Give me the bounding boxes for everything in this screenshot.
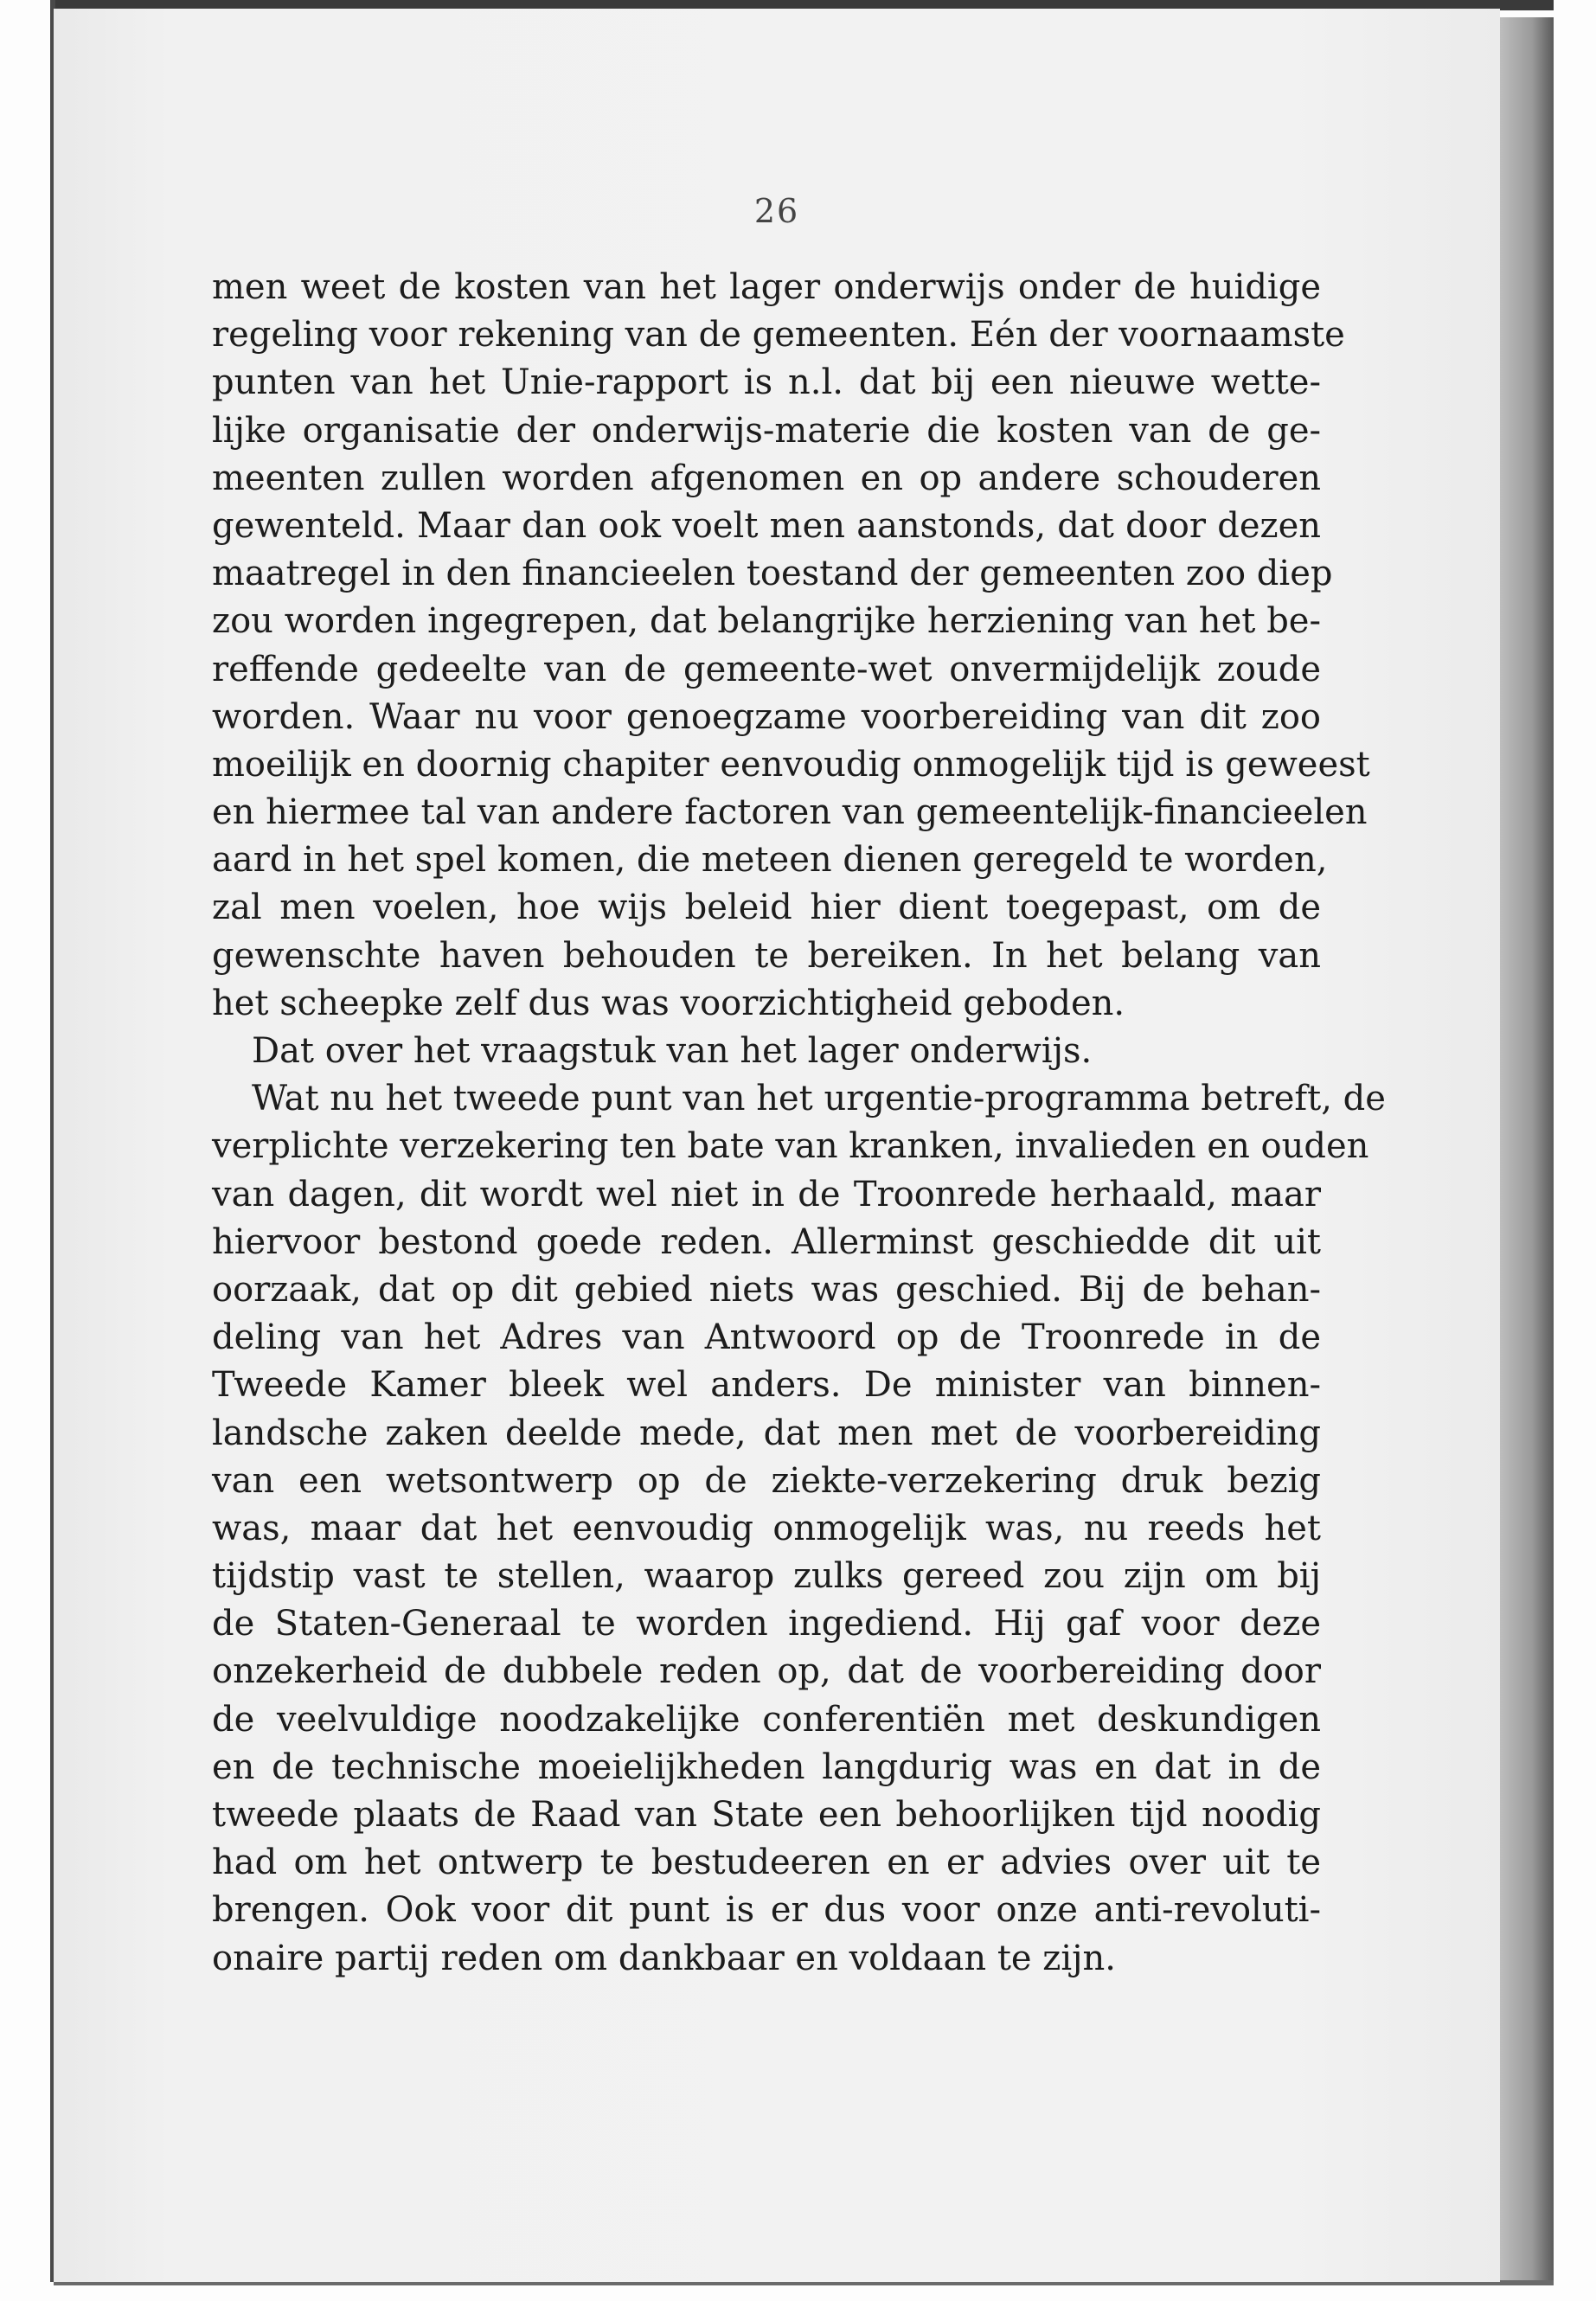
text-line: zal men voelen, hoe wijs beleid hier dient toegepast, om de <box>212 888 1321 928</box>
text-line: men weet de kosten van het lager onderwijs onder de huidige <box>212 267 1321 307</box>
text-line: brengen. Ook voor dit punt is er dus voor onze anti-revoluti- <box>212 1890 1321 1931</box>
text-line: deling van het Adres van Antwoord op de Troonrede in de <box>212 1317 1321 1358</box>
text-line: punten van het Unie-rapport is n.l. dat bij een nieuwe wette- <box>212 362 1321 403</box>
text-line: was, maar dat het eenvoudig onmogelijk was, nu reeds het <box>212 1508 1321 1548</box>
text-line: tweede plaats de Raad van State een behoorlijken tijd noodig <box>212 1795 1321 1835</box>
text-line: tijdstip vast te stellen, waarop zulks gereed zou zijn om bij <box>212 1556 1321 1597</box>
text-line: maatregel in den financieelen toestand der gemeenten zoo diep <box>212 554 1333 594</box>
text-line: Tweede Kamer bleek wel anders. De minister van binnen- <box>212 1365 1321 1406</box>
text-line: meenten zullen worden afgenomen en op andere schouderen <box>212 458 1321 498</box>
text-line: lijke organisatie der onderwijs-materie die kosten van de ge- <box>212 410 1321 451</box>
page-number: 26 <box>753 192 800 230</box>
text-line: onzekerheid de dubbele reden op, dat de voorbereiding door <box>212 1651 1321 1692</box>
text-line: zou worden ingegrepen, dat belangrijke herziening van het be- <box>212 601 1321 642</box>
text-line: de veelvuldige noodzakelijke conferentiën met deskundigen <box>212 1699 1321 1740</box>
paragraph-line: Dat over het vraagstuk van het lager onderwijs. <box>252 1031 1093 1071</box>
text-line: oorzaak, dat op dit gebied niets was geschied. Bij de behan- <box>212 1269 1321 1310</box>
text-line: had om het ontwerp te bestudeeren en er advies over uit te <box>212 1843 1321 1883</box>
text-line: worden. Waar nu voor genoegzame voorbereiding van dit zoo <box>212 696 1321 737</box>
text-line: reffende gedeelte van de gemeente-wet onvermijdelijk zoude <box>212 649 1321 689</box>
text-line: van een wetsontwerp op de ziekte-verzekering druk bezig <box>212 1460 1321 1501</box>
text-line: van dagen, dit wordt wel niet in de Troonrede herhaald, maar <box>212 1174 1321 1215</box>
book-page <box>54 9 1500 2282</box>
text-line: aard in het spel komen, die meteen dienen geregeld te worden, <box>212 840 1328 881</box>
text-line: de Staten-Generaal te worden ingediend. Hij gaf voor deze <box>212 1604 1321 1644</box>
text-line: gewenschte haven behouden te bereiken. In het belang van <box>212 935 1321 976</box>
text-line: moeilijk en doornig chapiter eenvoudig onmogelijk tijd is geweest <box>212 744 1370 785</box>
page-edge-right-shadow <box>1500 17 1554 2282</box>
text-line: en hiermee tal van andere factoren van gemeentelijk-financieelen <box>212 792 1368 833</box>
paragraph-end-line: onaire partij reden om dankbaar en voldaan te zijn. <box>212 1938 1117 1978</box>
text-line: hiervoor bestond goede reden. Allerminst geschiedde dit uit <box>212 1221 1321 1262</box>
text-line: landsche zaken deelde mede, dat men met de voorbereiding <box>212 1413 1321 1453</box>
text-line: regeling voor rekening van de gemeenten. Eén der voornaamste <box>212 315 1345 356</box>
paragraph-end-line: het scheepke zelf dus was voorzichtigheid geboden. <box>212 983 1125 1023</box>
paragraph-first-line: Wat nu het tweede punt van het urgentie-programma betreft, de <box>252 1079 1386 1119</box>
text-line: verplichte verzekering ten bate van kranken, invalieden en ouden <box>212 1126 1369 1167</box>
text-line: gewenteld. Maar dan ook voelt men aanstonds, dat door dezen <box>212 505 1321 546</box>
text-line: en de technische moeielijkheden langdurig was en dat in de <box>212 1747 1321 1787</box>
body-text <box>212 264 1386 1983</box>
